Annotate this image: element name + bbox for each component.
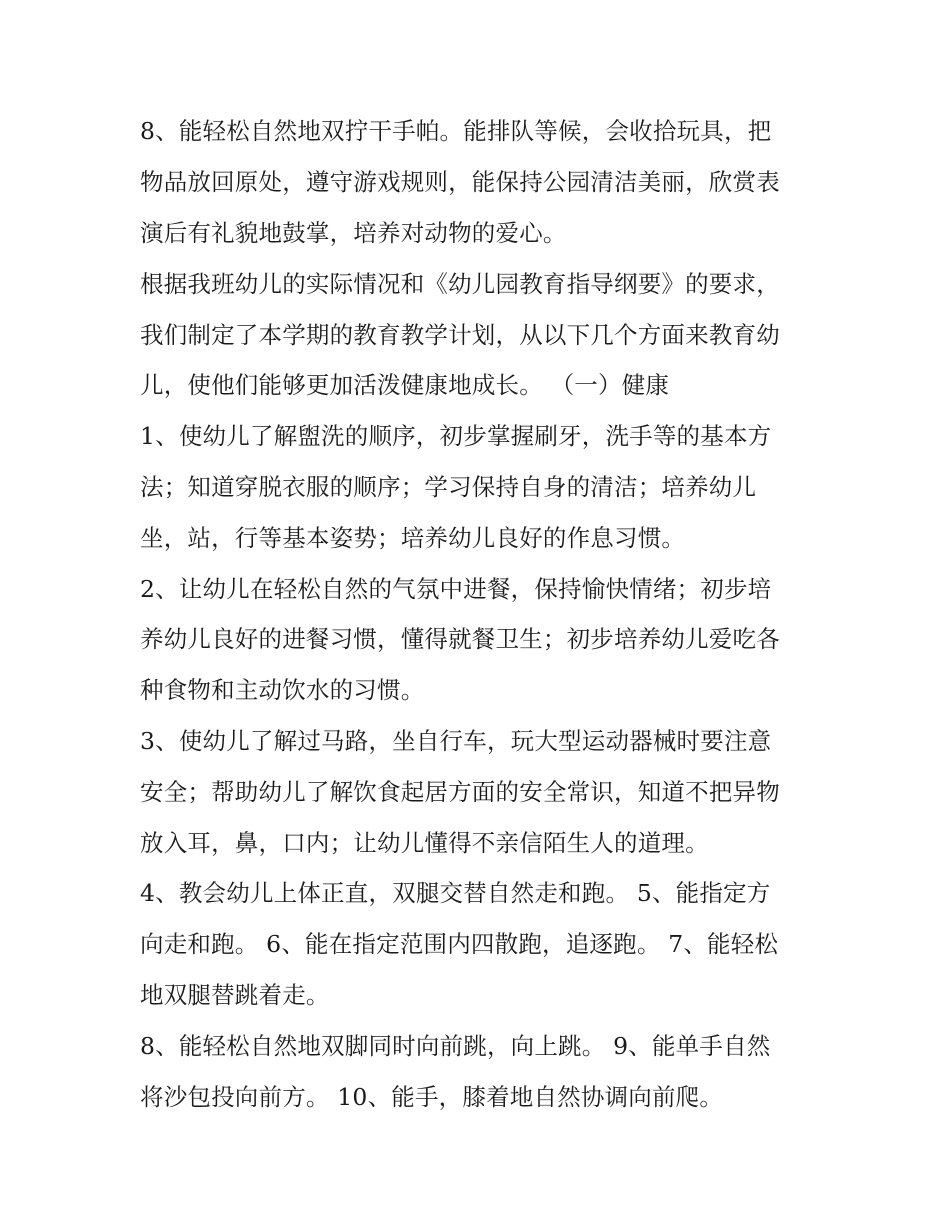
text-line: 安全；帮助幼儿了解饮食起居方面的安全常识，知道不把异物: [140, 778, 780, 806]
text-line: 向走和跑。 6、能在指定范围内四散跑，追逐跑。 7、能轻松: [140, 930, 779, 958]
text-line: 法；知道穿脱衣服的顺序；学习保持自身的清洁；培养幼儿: [140, 473, 757, 501]
text-line: 3、使幼儿了解过马路，坐自行车，玩大型运动器械时要注意: [140, 727, 772, 755]
text-line: 将沙包投向前方。 10、能手，膝着地自然协调向前爬。: [140, 1083, 724, 1111]
text-line: 8、能轻松自然地双脚同时向前跳，向上跳。 9、能单手自然: [140, 1032, 771, 1060]
text-line: 地双腿替跳着走。: [140, 981, 330, 1009]
text-line: 我们制定了本学期的教育教学计划，从以下几个方面来教育幼: [140, 321, 780, 349]
text-line: 2、让幼儿在轻松自然的气氛中进餐，保持愉快情绪；初步培: [140, 575, 772, 603]
text-line: 1、使幼儿了解盥洗的顺序，初步掌握刷牙，洗手等的基本方: [140, 422, 772, 450]
text-line: 儿，使他们能够更加活泼健康地成长。 （一）健康: [140, 371, 670, 399]
text-line: 养幼儿良好的进餐习惯，懂得就餐卫生；初步培养幼儿爱吃各: [140, 625, 780, 653]
text-line: 放入耳，鼻，口内；让幼儿懂得不亲信陌生人的道理。: [140, 829, 709, 857]
text-line: 演后有礼貌地鼓掌，培养对动物的爱心。: [140, 219, 567, 247]
text-line: 坐，站，行等基本姿势；培养幼儿良好的作息习惯。: [140, 524, 686, 552]
text-line: 根据我班幼儿的实际情况和《幼儿园教育指导纲要》的要求，: [140, 270, 780, 298]
text-line: 种食物和主动饮水的习惯。: [140, 676, 425, 704]
text-line: 4、教会幼儿上体正直，双腿交替自然走和跑。 5、能指定方: [140, 879, 771, 907]
text-line: 8、能轻松自然地双拧干手帕。能排队等候，会收拾玩具，把: [140, 117, 772, 145]
text-line: 物品放回原处，遵守游戏规则，能保持公园清洁美丽，欣赏表: [140, 168, 780, 196]
